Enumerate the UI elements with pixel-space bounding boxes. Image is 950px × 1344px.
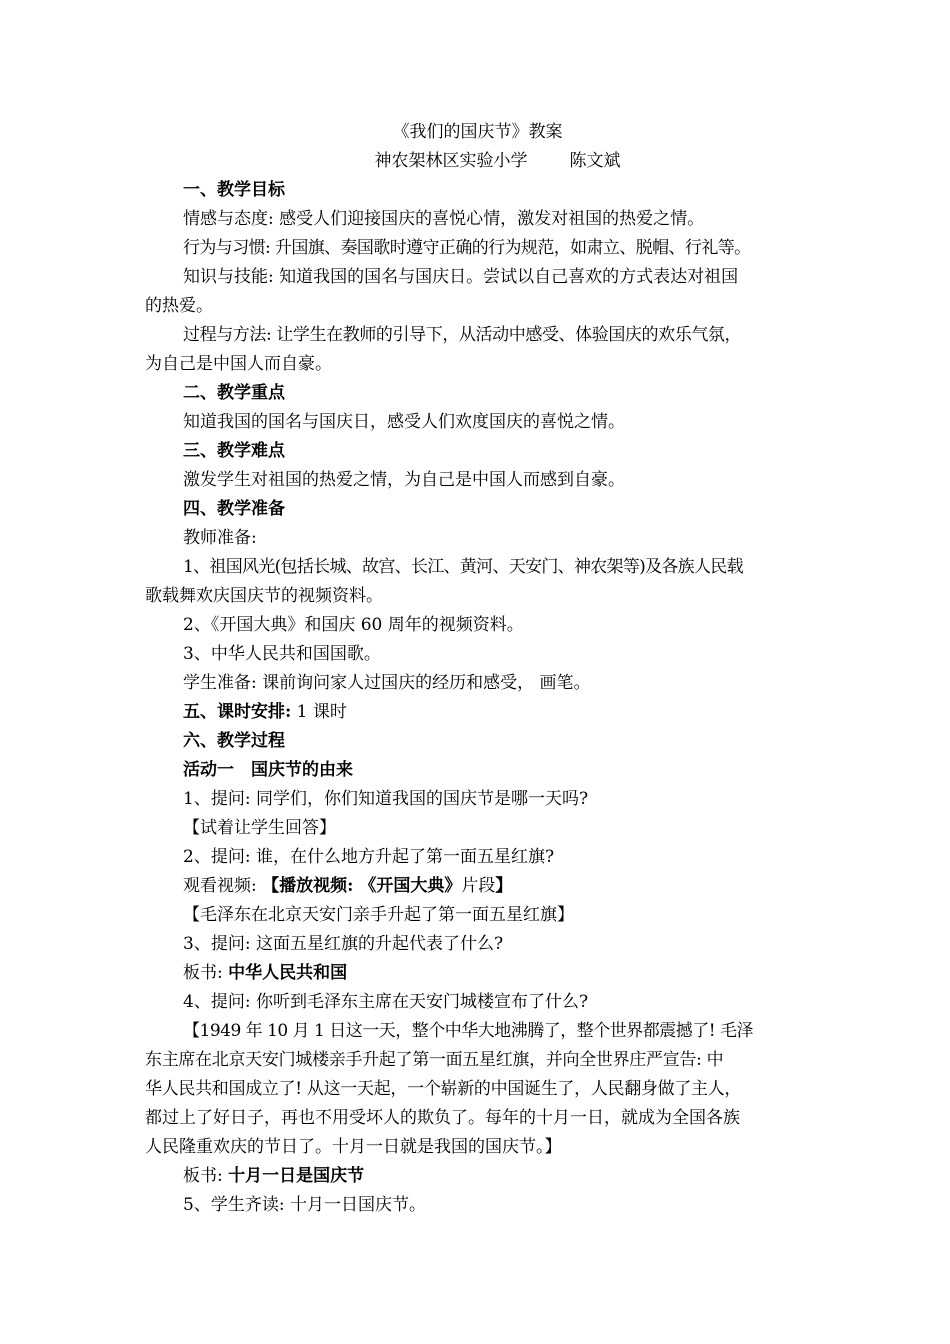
preparation-item-2: 2、《开国大典》和国庆 60 周年的视频资料。 bbox=[183, 615, 524, 635]
objective-emotion: 情感与态度: 感受人们迎接国庆的喜悦心情，激发对祖国的热爱之情。 bbox=[183, 209, 705, 229]
answer-4-line1: 【1949 年 10 月 1 日这一天，整个中华大地沸腾了，整个世界都震撼了! 毛泽 bbox=[183, 1021, 753, 1041]
board-note-1 bbox=[145, 959, 810, 988]
objective-knowledge-line1: 知识与技能: 知道我国的国名与国庆日。尝试以自己喜欢的方式表达对祖国 bbox=[183, 267, 739, 287]
activity-one-heading: 活动一 国庆节的由来 bbox=[183, 760, 353, 780]
section-heading-process: 六、教学过程 bbox=[183, 731, 285, 751]
board-note-2-text: 十月一日是国庆节 bbox=[228, 1166, 365, 1186]
question-3: 3、提问: 这面五星红旗的升起代表了什么? bbox=[183, 934, 504, 954]
board-note-1-prefix: 板书: bbox=[183, 963, 229, 983]
video-mid: 片段 bbox=[461, 876, 496, 896]
answer-4-line5: 人民隆重欢庆的节日了。十月一日就是我国的国庆节。】 bbox=[145, 1137, 562, 1157]
objective-process-line2: 为自己是中国人而自豪。 bbox=[145, 354, 332, 374]
objective-process-line1: 过程与方法: 让学生在教师的引导下，从活动中感受、体验国庆的欢乐气氛， bbox=[183, 325, 742, 345]
answer-2: 【毛泽东在北京天安门亲手升起了第一面五星红旗】 bbox=[183, 905, 574, 925]
question-2: 2、提问: 谁，在什么地方升起了第一面五星红旗? bbox=[183, 847, 555, 867]
board-note-2 bbox=[145, 1162, 810, 1191]
answer-4-line3: 华人民共和国成立了! 从这一天起，一个崭新的中国诞生了，人民翻身做了主人， bbox=[145, 1079, 742, 1099]
author-line bbox=[145, 147, 810, 176]
video-end: 】 bbox=[495, 876, 513, 896]
video-line bbox=[145, 872, 810, 901]
preparation-item-1-line1: 1、祖国风光(包括长城、故宫、长江、黄河、天安门、神农架等)及各族人民载 bbox=[183, 557, 743, 577]
video-prefix: 观看视频: bbox=[183, 876, 263, 896]
video-title: 【播放视频: 《开国大典》 bbox=[262, 876, 462, 896]
section-heading-objectives: 一、教学目标 bbox=[183, 180, 285, 200]
student-preparation: 学生准备: 课前询问家人过国庆的经历和感受， 画笔。 bbox=[183, 673, 591, 693]
board-note-2-prefix: 板书: bbox=[183, 1166, 229, 1186]
preparation-item-3: 3、中华人民共和国国歌。 bbox=[183, 644, 381, 664]
preparation-item-1-line2: 歌载舞欢庆国庆节的视频资料。 bbox=[145, 586, 383, 606]
schedule-line bbox=[145, 698, 810, 727]
author-name: 陈文斌 bbox=[569, 151, 621, 171]
section-heading-difficulties: 三、教学难点 bbox=[183, 441, 285, 461]
key-points-text: 知道我国的国名与国庆日，感受人们欢度国庆的喜悦之情。 bbox=[183, 412, 625, 432]
objective-behavior: 行为与习惯: 升国旗、奏国歌时遵守正确的行为规范，如肃立、脱帽、行礼等。 bbox=[183, 238, 751, 258]
objective-knowledge-line2: 的热爱。 bbox=[145, 296, 213, 316]
section-heading-schedule: 五、课时安排: bbox=[183, 702, 292, 722]
document-title: 《我们的国庆节》教案 bbox=[392, 122, 563, 142]
question-4: 4、提问: 你听到毛泽东主席在天安门城楼宣布了什么? bbox=[183, 992, 589, 1012]
school-name: 神农架林区实验小学 bbox=[374, 151, 528, 171]
schedule-value: 1 课时 bbox=[291, 702, 347, 722]
teacher-preparation-label: 教师准备: bbox=[183, 528, 257, 548]
question-5: 5、学生齐读: 十月一日国庆节。 bbox=[183, 1195, 426, 1215]
question-1: 1、提问: 同学们，你们知道我国的国庆节是哪一天吗? bbox=[183, 789, 589, 809]
board-note-1-text: 中华人民共和国 bbox=[228, 963, 348, 983]
section-heading-preparation: 四、教学准备 bbox=[183, 499, 285, 519]
answer-4-line2: 东主席在北京天安门城楼亲手升起了第一面五星红旗，并向全世界庄严宣告: 中 bbox=[145, 1050, 724, 1070]
answer-4-line4: 都过上了好日子，再也不用受坏人的欺负了。每年的十月一日，就成为全国各族 bbox=[145, 1108, 740, 1128]
answer-1: 【试着让学生回答】 bbox=[183, 818, 336, 838]
section-heading-key-points: 二、教学重点 bbox=[183, 383, 285, 403]
difficulties-text: 激发学生对祖国的热爱之情，为自己是中国人而感到自豪。 bbox=[183, 470, 625, 490]
document-page bbox=[145, 118, 810, 1220]
